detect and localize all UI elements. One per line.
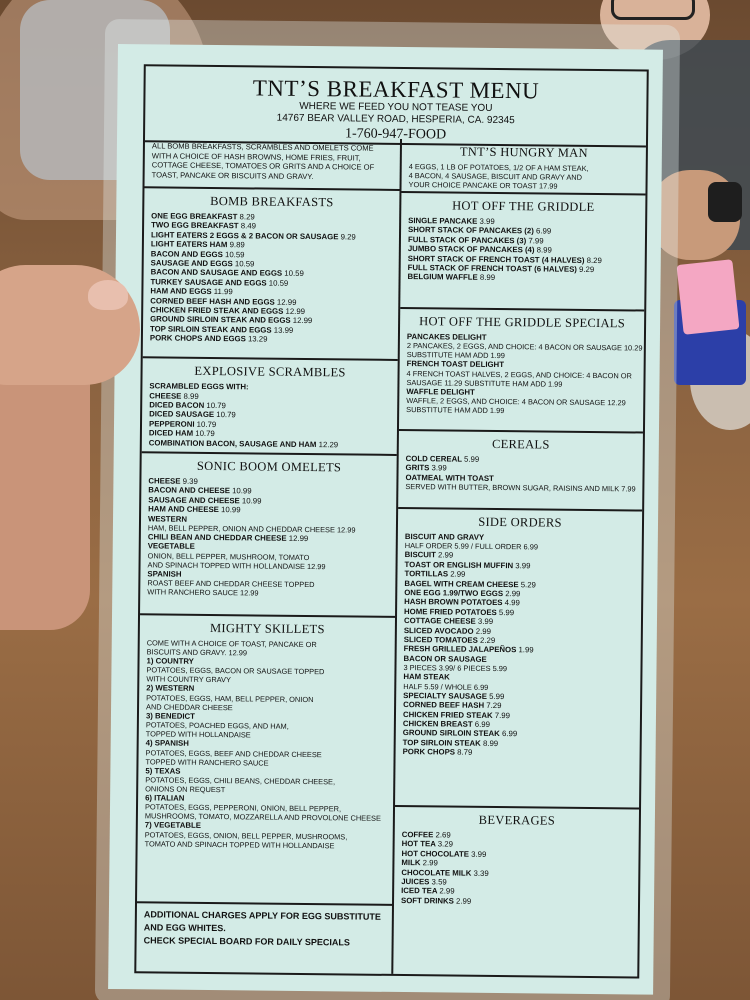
item-name: CORNED BEEF HASH: [403, 700, 485, 710]
item-price: 8.99: [183, 391, 199, 401]
item-name: JUICES: [401, 877, 430, 887]
item-price: 3.99: [431, 463, 447, 473]
item-name: SLICED AVOCADO: [403, 625, 474, 636]
item-name: COFFEE: [401, 830, 434, 840]
skillets-intro: COME WITH A CHOICE OF TOAST, PANCAKE OR: [146, 638, 317, 650]
item-price: 7.99: [528, 236, 544, 246]
item-price: 9.29: [579, 264, 595, 275]
item-name: 4) SPANISH: [145, 738, 189, 748]
item-description: WITH COUNTRY GRAVY: [146, 674, 231, 685]
item-price: 7.99: [494, 710, 511, 720]
section-title: BOMB BREAKFASTS: [210, 193, 334, 210]
item-name: CORNED BEEF HASH AND EGGS: [150, 296, 275, 307]
item-name: SAUSAGE AND EGGS: [150, 258, 233, 269]
item-price: 10.79: [216, 410, 236, 420]
item-name: 6) ITALIAN: [145, 793, 185, 803]
side-orders-section: [395, 509, 642, 810]
griddle-list: [408, 216, 639, 284]
item-name: 1) COUNTRY: [146, 656, 194, 666]
menu-item: [408, 272, 638, 284]
item-name: HAM AND CHEESE: [148, 504, 219, 515]
item-name: BACON AND EGGS: [150, 248, 223, 259]
item-description: 4 FRENCH TOAST HALVES, 2 EGGS, AND CHOICE: 4 BACON OR: [406, 368, 632, 381]
item-name: MILK: [401, 858, 421, 868]
item-price: 5.99: [498, 607, 515, 618]
item-name: CHEESE: [148, 476, 181, 486]
item-price: 10.99: [221, 505, 241, 515]
section-title: MIGHTY SKILLETS: [209, 620, 325, 637]
item-price: 3.99: [471, 849, 487, 859]
item-price: 12.29: [318, 439, 339, 449]
hungry-man-desc: 4 EGGS, 1 LB OF POTATOES, 1/2 OF A HAM STEAK,: [408, 162, 589, 173]
item-description: HALF 5.59 / WHOLE 6.99: [403, 681, 489, 692]
section-title: SIDE ORDERS: [478, 514, 562, 530]
item-name: COTTAGE CHEESE: [403, 616, 476, 627]
item-price: 11.99: [213, 287, 233, 297]
item-price: 2.99: [439, 886, 455, 897]
item-name: CHICKEN FRIED STEAK: [402, 709, 493, 720]
section-title: TNT’S HUNGRY MAN: [459, 144, 588, 160]
sonic-boom-omelets-section: [140, 453, 397, 618]
item-name: JUMBO STACK OF PANCAKES (4): [407, 244, 535, 255]
section-title: BEVERAGES: [478, 812, 556, 828]
beverages-list: [401, 830, 632, 908]
section-title: HOT OFF THE GRIDDLE SPECIALS: [419, 314, 626, 331]
item-price: 13.99: [273, 325, 294, 335]
hungry-man-desc: 4 BACON, 4 SAUSAGE, BISCUIT AND GRAVY AND: [408, 171, 583, 182]
hot-off-griddle-section: [400, 193, 645, 312]
item-name: TORTILLAS: [404, 569, 449, 579]
item-name: SHORT STACK OF PANCAKES (2): [408, 225, 534, 236]
item-price: 10.59: [224, 249, 245, 259]
item-name: TOP SIRLOIN STEAK AND EGGS: [149, 324, 272, 335]
item-name: DICED BACON: [149, 400, 205, 410]
item-price: 8.99: [479, 273, 496, 283]
item-description: WITH RANCHERO SAUCE 12.99: [147, 587, 259, 598]
menu-address: 14767 BEAR VALLEY ROAD, HESPERIA, CA. 92345: [276, 112, 515, 127]
item-name: CHEESE: [149, 390, 182, 401]
scramble-label: SCRAMBLED EGGS WITH:: [149, 381, 249, 392]
item-price: 10.79: [195, 429, 215, 439]
mighty-skillets-section: [137, 615, 395, 906]
item-description: TOPPED WITH HOLLANDAISE: [145, 729, 251, 740]
item-description: POTATOES, EGGS, CHILI BEANS, CHEDDAR CHEESE,: [145, 775, 336, 787]
item-name: 7) VEGETABLE: [144, 820, 202, 831]
item-description: ROAST BEEF AND CHEDDAR CHEESE TOPPED: [147, 578, 315, 590]
item-name: BISCUIT: [404, 550, 436, 560]
menu-header: [145, 66, 647, 147]
menu-tagline: WHERE WE FEED YOU NOT TEASE YOU: [299, 100, 493, 114]
item-description: AND SPINACH TOPPED WITH HOLLANDAISE 12.99: [147, 560, 326, 572]
item-name: SINGLE PANCAKE: [408, 216, 478, 226]
item-price: 2.69: [435, 830, 451, 840]
item-name: BACON AND SAUSAGE AND EGGS: [150, 267, 283, 279]
cereals-list: [405, 454, 635, 494]
scrambles-list: [149, 391, 391, 450]
item-name: TURKEY SAUSAGE AND EGGS: [150, 277, 267, 288]
smartwatch: [708, 182, 742, 222]
item-price: 2.99: [422, 858, 438, 868]
item-name: HASH BROWN POTATOES: [404, 597, 503, 608]
item-price: 5.99: [489, 691, 505, 701]
item-price: 8.79: [457, 747, 473, 757]
menu-phone: 1-760-947-FOOD: [344, 126, 447, 143]
item-price: 9.89: [229, 240, 245, 250]
item-name: BELGIUM WAFFLE: [407, 272, 478, 283]
item-name: GROUND SIRLOIN STEAK AND EGGS: [150, 314, 291, 326]
item-description: ONIONS ON REQUEST: [145, 784, 226, 795]
item-name: FRENCH TOAST DELIGHT: [406, 359, 505, 370]
item-name: HOME FRIED POTATOES: [404, 606, 497, 617]
breakfast-menu: [108, 44, 663, 995]
item-price: 10.79: [196, 419, 217, 429]
item-description: HAM, BELL PEPPER, ONION AND CHEDDAR CHEESE 12.99: [147, 523, 356, 535]
item-name: PEPPERONI: [148, 419, 195, 429]
section-title: CEREALS: [491, 436, 550, 452]
item-price: 6.99: [535, 226, 552, 236]
item-price: 2.99: [456, 896, 472, 906]
item-name: FULL STACK OF FRENCH TOAST (6 HALVES): [407, 263, 577, 274]
item-name: LIGHT EATERS 2 EGGS & 2 BACON OR SAUSAGE: [150, 230, 339, 242]
item-price: 12.99: [276, 297, 297, 307]
item-price: 6.99: [501, 729, 518, 739]
item-name: HAM AND EGGS: [150, 286, 212, 297]
section-title: SONIC BOOM OMELETS: [196, 458, 342, 475]
item-name: HOT TEA: [401, 839, 436, 849]
item-price: 2.99: [450, 569, 466, 579]
item-name: 2) WESTERN: [146, 683, 195, 694]
item-description: POTATOES, EGGS, HAM, BELL PEPPER, ONION: [146, 693, 314, 704]
item-description: TOPPED WITH RANCHERO SAUCE: [145, 756, 269, 768]
item-price: 10.59: [234, 259, 255, 269]
item-description: POTATOES, EGGS, PEPPERONI, ONION, BELL PEPPER,: [144, 802, 342, 814]
item-name: ICED TEA: [401, 886, 438, 896]
hungry-man-desc: YOUR CHOICE PANCAKE OR TOAST 17.99: [408, 180, 558, 191]
item-name: BAGEL WITH CREAM CHEESE: [404, 578, 519, 589]
footer-note: ADDITIONAL CHARGES APPLY FOR EGG SUBSTITUTE: [143, 909, 381, 922]
item-name: DICED SAUSAGE: [149, 409, 215, 420]
item-price: 9.29: [340, 232, 356, 242]
item-price: 3.99: [479, 216, 495, 226]
item-name: GROUND SIRLOIN STEAK: [402, 728, 500, 739]
item-price: 3.59: [431, 877, 447, 887]
explosive-scrambles-section: [142, 358, 398, 456]
item-name: SPANISH: [147, 569, 182, 579]
omelets-list: [147, 476, 389, 599]
item-name: TOAST OR ENGLISH MUFFIN: [404, 559, 514, 570]
item-price: 12.99: [288, 533, 309, 544]
item-name: LIGHT EATERS HAM: [150, 239, 228, 250]
item-name: SHORT STACK OF FRENCH TOAST (4 HALVES): [407, 253, 585, 265]
item-price: 2.99: [475, 626, 492, 636]
item-description: HALF ORDER 5.99 / FULL ORDER 6.99: [404, 541, 539, 552]
item-description: 3 PIECES 3.99/ 6 PIECES 5.99: [403, 663, 508, 674]
footer-box: [136, 903, 391, 955]
item-name: OATMEAL WITH TOAST: [405, 472, 494, 483]
item-name: GRITS: [405, 463, 430, 473]
item-price: 1.99: [518, 645, 534, 655]
item-price: 8.99: [482, 738, 499, 748]
item-price: 3.99: [477, 617, 494, 627]
item-price: 5.99: [463, 454, 480, 464]
item-name: BACON AND CHEESE: [148, 485, 230, 496]
item-name: BACON OR SAUSAGE: [403, 653, 487, 664]
menu-item: [149, 438, 390, 450]
item-price: 8.99: [536, 245, 552, 255]
item-description: 2 PANCAKES, 2 EGGS, AND CHOICE: 4 BACON OR SAUSAGE 10.29: [406, 341, 643, 353]
right-column: [393, 139, 646, 977]
item-name: ONE EGG 1.99/TWO EGGS: [404, 588, 504, 599]
item-name: PORK CHOPS AND EGGS: [149, 333, 246, 344]
item-name: 5) TEXAS: [145, 765, 181, 776]
item-description: POTATOES, EGGS, BEEF AND CHEDDAR CHEESE: [145, 747, 322, 759]
item-price: 10.59: [268, 278, 289, 288]
item-description: ONION, BELL PEPPER, MUSHROOM, TOMATO: [147, 551, 310, 562]
item-name: 3) BENEDICT: [145, 711, 195, 721]
item-name: DICED HAM: [148, 428, 194, 439]
menu-title: TNT’S BREAKFAST MENU: [252, 75, 540, 104]
hungry-man-section: [401, 139, 646, 196]
item-description: MUSHROOMS, TOMATO, MOZZARELLA AND PROVOLONE CHEESE: [144, 811, 381, 824]
item-price: 10.99: [241, 496, 262, 506]
background-glasses: [611, 0, 695, 20]
item-name: FULL STACK OF PANCAKES (3): [407, 234, 527, 246]
item-name: SLICED TOMATOES: [403, 635, 478, 645]
item-description: TOMATO AND SPINACH TOPPED WITH HOLLANDAISE: [144, 839, 335, 851]
item-price: 8.29: [586, 255, 602, 265]
skillets-list: [145, 656, 388, 850]
item-price: 2.29: [479, 635, 496, 646]
intro-box: [144, 136, 400, 191]
bomb-breakfasts-list: [150, 211, 392, 345]
item-price: 6.99: [474, 719, 491, 729]
item-price: 13.29: [247, 334, 268, 344]
item-name: BISCUIT AND GRAVY: [404, 532, 485, 542]
item-name: PANCAKES DELIGHT: [406, 332, 487, 342]
item-name: WESTERN: [147, 513, 188, 524]
item-description: POTATOES, POACHED EGGS, AND HAM,: [145, 720, 289, 732]
item-name: CHICKEN FRIED STEAK AND EGGS: [150, 305, 284, 316]
item-name: SOFT DRINKS: [401, 895, 454, 906]
section-title: HOT OFF THE GRIDDLE: [452, 198, 595, 214]
item-name: WAFFLE DELIGHT: [406, 386, 475, 397]
menu-frame: [134, 64, 648, 978]
footer-note: CHECK SPECIAL BOARD FOR DAILY SPECIALS: [143, 935, 351, 948]
item-description: SUBSTITUTE HAM ADD 1.99: [406, 405, 505, 416]
left-column: [136, 136, 402, 974]
item-price: 5.29: [520, 579, 536, 590]
thumbnail: [88, 280, 128, 310]
item-price: 10.79: [206, 400, 226, 411]
item-name: ONE EGG BREAKFAST: [151, 211, 238, 222]
item-price: 8.29: [239, 212, 255, 222]
specials-list: [406, 332, 643, 417]
item-description: AND CHEDDAR CHEESE: [146, 702, 233, 713]
cereals-section: [398, 431, 643, 512]
menu-item: [403, 747, 633, 759]
item-name: SAUSAGE AND CHEESE: [148, 495, 240, 506]
intro-text: ALL BOMB BREAKFASTS, SCRAMBLES AND OMELETS COME WITH A CHOICE OF HASH BROWNS, HOME FRIES, FRUIT, COTTAGE CHEESE, TOMATOES OR GRITS AND A CHOICE OF TOAST, PANCAKE OR BISCUITS AND GRAVY.: [151, 141, 375, 181]
item-name: TOP SIRLOIN STEAK: [402, 737, 481, 748]
item-price: 12.99: [292, 316, 313, 326]
item-name: CHILI BEAN AND CHEDDAR CHEESE: [147, 532, 287, 543]
item-name: TWO EGG BREAKFAST: [151, 220, 239, 231]
item-name: CHICKEN BREAST: [402, 718, 473, 729]
beverages-section: [394, 807, 639, 913]
menu-item: [401, 896, 631, 908]
item-description: SUBSTITUTE HAM ADD 1.99: [406, 350, 505, 361]
menu-item: [150, 334, 391, 346]
footer-note: AND EGG WHITES.: [143, 922, 226, 934]
skillets-intro: BISCUITS AND GRAVY. 12.99: [146, 647, 248, 658]
item-price: 10.59: [284, 269, 304, 279]
section-title: EXPLOSIVE SCRAMBLES: [194, 363, 346, 380]
item-name: COMBINATION BACON, SAUSAGE AND HAM: [148, 437, 317, 449]
item-name: FRESH GRILLED JALAPEÑOS: [403, 644, 517, 655]
item-description: WAFFLE, 2 EGGS, AND CHOICE: 4 BACON OR SAUSAGE 12.29: [406, 396, 626, 408]
item-price: 3.39: [473, 868, 489, 878]
sweetener-packets: [676, 259, 739, 334]
item-description: SERVED WITH BUTTER, BROWN SUGAR, RAISINS AND MILK 7.99: [405, 482, 636, 494]
item-name: COLD CEREAL: [405, 454, 462, 464]
item-price: 8.49: [240, 221, 257, 231]
item-name: PORK CHOPS: [402, 747, 456, 757]
item-name: SPECIALTY SAUSAGE: [403, 690, 488, 701]
item-price: 7.29: [486, 700, 502, 711]
item-price: 10.99: [232, 486, 252, 496]
griddle-specials-section: [399, 309, 644, 434]
item-price: 12.99: [285, 306, 306, 317]
item-price: 4.99: [504, 598, 520, 608]
item-description: POTATOES, EGGS, BACON OR SAUSAGE TOPPED: [146, 665, 325, 677]
item-name: VEGETABLE: [147, 541, 195, 552]
item-name: HAM STEAK: [403, 672, 450, 682]
bomb-breakfasts-section: [143, 188, 400, 361]
item-description: SAUSAGE 11.29 SUBSTITUTE HAM ADD 1.99: [406, 377, 563, 389]
item-price: 2.99: [505, 589, 521, 599]
item-name: HOT CHOCOLATE: [401, 848, 470, 859]
item-price: 2.99: [437, 550, 454, 560]
item-price: 3.99: [515, 561, 531, 571]
item-description: POTATOES, EGGS, ONION, BELL PEPPER, MUSHROOMS,: [144, 830, 348, 842]
item-name: CHOCOLATE MILK: [401, 867, 472, 878]
side-orders-list: [403, 532, 635, 759]
item-price: 3.29: [437, 839, 453, 849]
item-price: 9.39: [182, 476, 198, 486]
